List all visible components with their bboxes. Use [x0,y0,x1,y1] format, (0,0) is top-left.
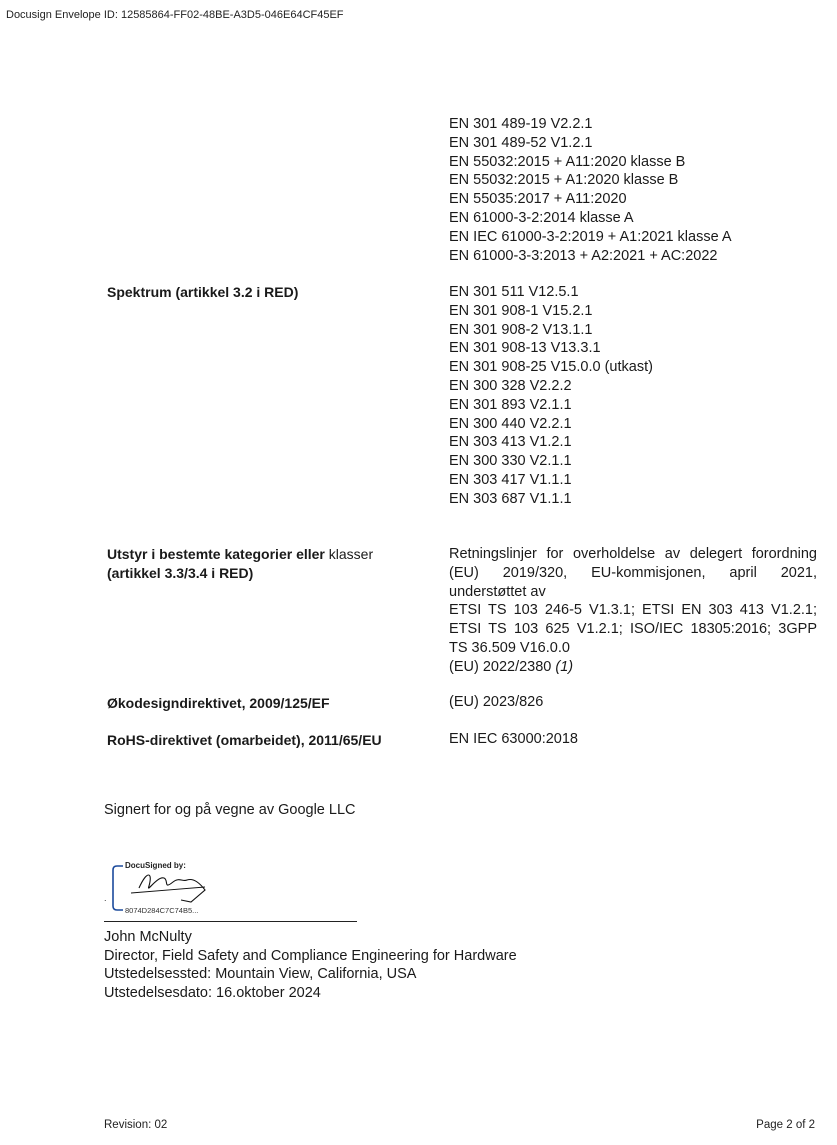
standard-item: EN 300 440 V2.2.1 [449,415,572,432]
equipment-line: ETSI TS 103 625 V1.2.1; ISO/IEC 18305:2016; 3GPP [449,621,817,638]
signer-block [104,928,517,1002]
standard-item: EN 301 489-52 V1.2.1 [449,134,593,151]
equipment-line-regulation [449,658,817,677]
signer-name: John McNulty [104,929,192,945]
envelope-id: Docusign Envelope ID: 12585864-FF02-48BE-A3D5-046E64CF45EF [6,9,344,21]
standard-item: EN 303 413 V1.2.1 [449,434,572,451]
docusign-header: DocuSigned by: [125,861,186,870]
standard-item: EN IEC 61000-3-2:2019 + A1:2021 klasse A [449,228,732,245]
equipment-line: ETSI TS 103 246-5 V1.3.1; ETSI EN 303 413 V1.2.1; [449,602,817,619]
standard-item: EN 301 908-13 V13.3.1 [449,340,601,357]
equipment-standards [449,545,817,677]
standard-item: EN 303 417 V1.1.1 [449,471,572,488]
equipment-line: TS 36.509 V16.0.0 [449,639,570,656]
footnote-ref: (1) [555,658,574,675]
rohs-label: RoHS-direktivet (omarbeidet), 2011/65/EU [107,732,382,748]
standard-item: EN 301 489-19 V2.2.1 [449,116,593,132]
signer-title: Director, Field Safety and Compliance Engineering for Hardware [104,947,517,964]
standard-item: EN 301 893 V2.1.1 [449,396,572,413]
equipment-label-bold: Utstyr i bestemte kategorier eller [107,546,325,562]
docusign-signature [109,860,229,918]
signed-for-text: Signert for og på vegne av Google LLC [104,802,356,818]
footer-page-number: Page 2 of 2 [756,1119,815,1131]
equipment-label-line2: (artikkel 3.3/3.4 i RED) [107,565,254,581]
rohs-value: EN IEC 63000:2018 [449,731,578,747]
standard-item: EN 61000-3-2:2014 klasse A [449,209,634,226]
docusign-id: 8074D284C7C74B5... [125,906,199,915]
regulation-text: (EU) 2022/2380 [449,658,556,675]
equipment-line: understøttet av [449,583,546,600]
footer-revision: Revision: 02 [104,1119,168,1131]
emc-standards-list [449,115,817,265]
ecodesign-label: Økodesigndirektivet, 2009/125/EF [107,695,330,711]
signature-line [104,921,357,922]
standard-item: EN 55032:2015 + A11:2020 klasse B [449,153,686,170]
signature-marker: . [104,893,107,903]
standard-item: EN 55035:2017 + A11:2020 [449,191,627,208]
standard-item: EN 303 687 V1.1.1 [449,490,572,507]
standard-item: EN 300 328 V2.2.2 [449,377,572,394]
spectrum-standards-list [449,283,817,509]
standard-item: EN 301 908-25 V15.0.0 (utkast) [449,359,653,376]
standard-item: EN 301 908-1 V15.2.1 [449,302,593,319]
equipment-label [107,545,373,583]
standard-item: EN 300 330 V2.1.1 [449,453,572,470]
standard-item: EN 301 908-2 V13.1.1 [449,321,593,338]
standard-item: EN 301 511 V12.5.1 [449,284,579,300]
equipment-line: Retningslinjer for overholdelse av delegert forordning [449,546,817,562]
standard-item: EN 61000-3-3:2013 + A2:2021 + AC:2022 [449,247,718,264]
equipment-label-normal: klasser [324,546,374,562]
standard-item: EN 55032:2015 + A1:2020 klasse B [449,172,679,189]
ecodesign-value: (EU) 2023/826 [449,694,544,710]
spectrum-label: Spektrum (artikkel 3.2 i RED) [107,284,299,300]
issue-date: Utstedelsesdato: 16.oktober 2024 [104,984,321,1001]
equipment-line: (EU) 2019/320, EU-kommisjonen, april 2021, [449,564,817,581]
issue-place: Utstedelsessted: Mountain View, California, USA [104,966,417,983]
